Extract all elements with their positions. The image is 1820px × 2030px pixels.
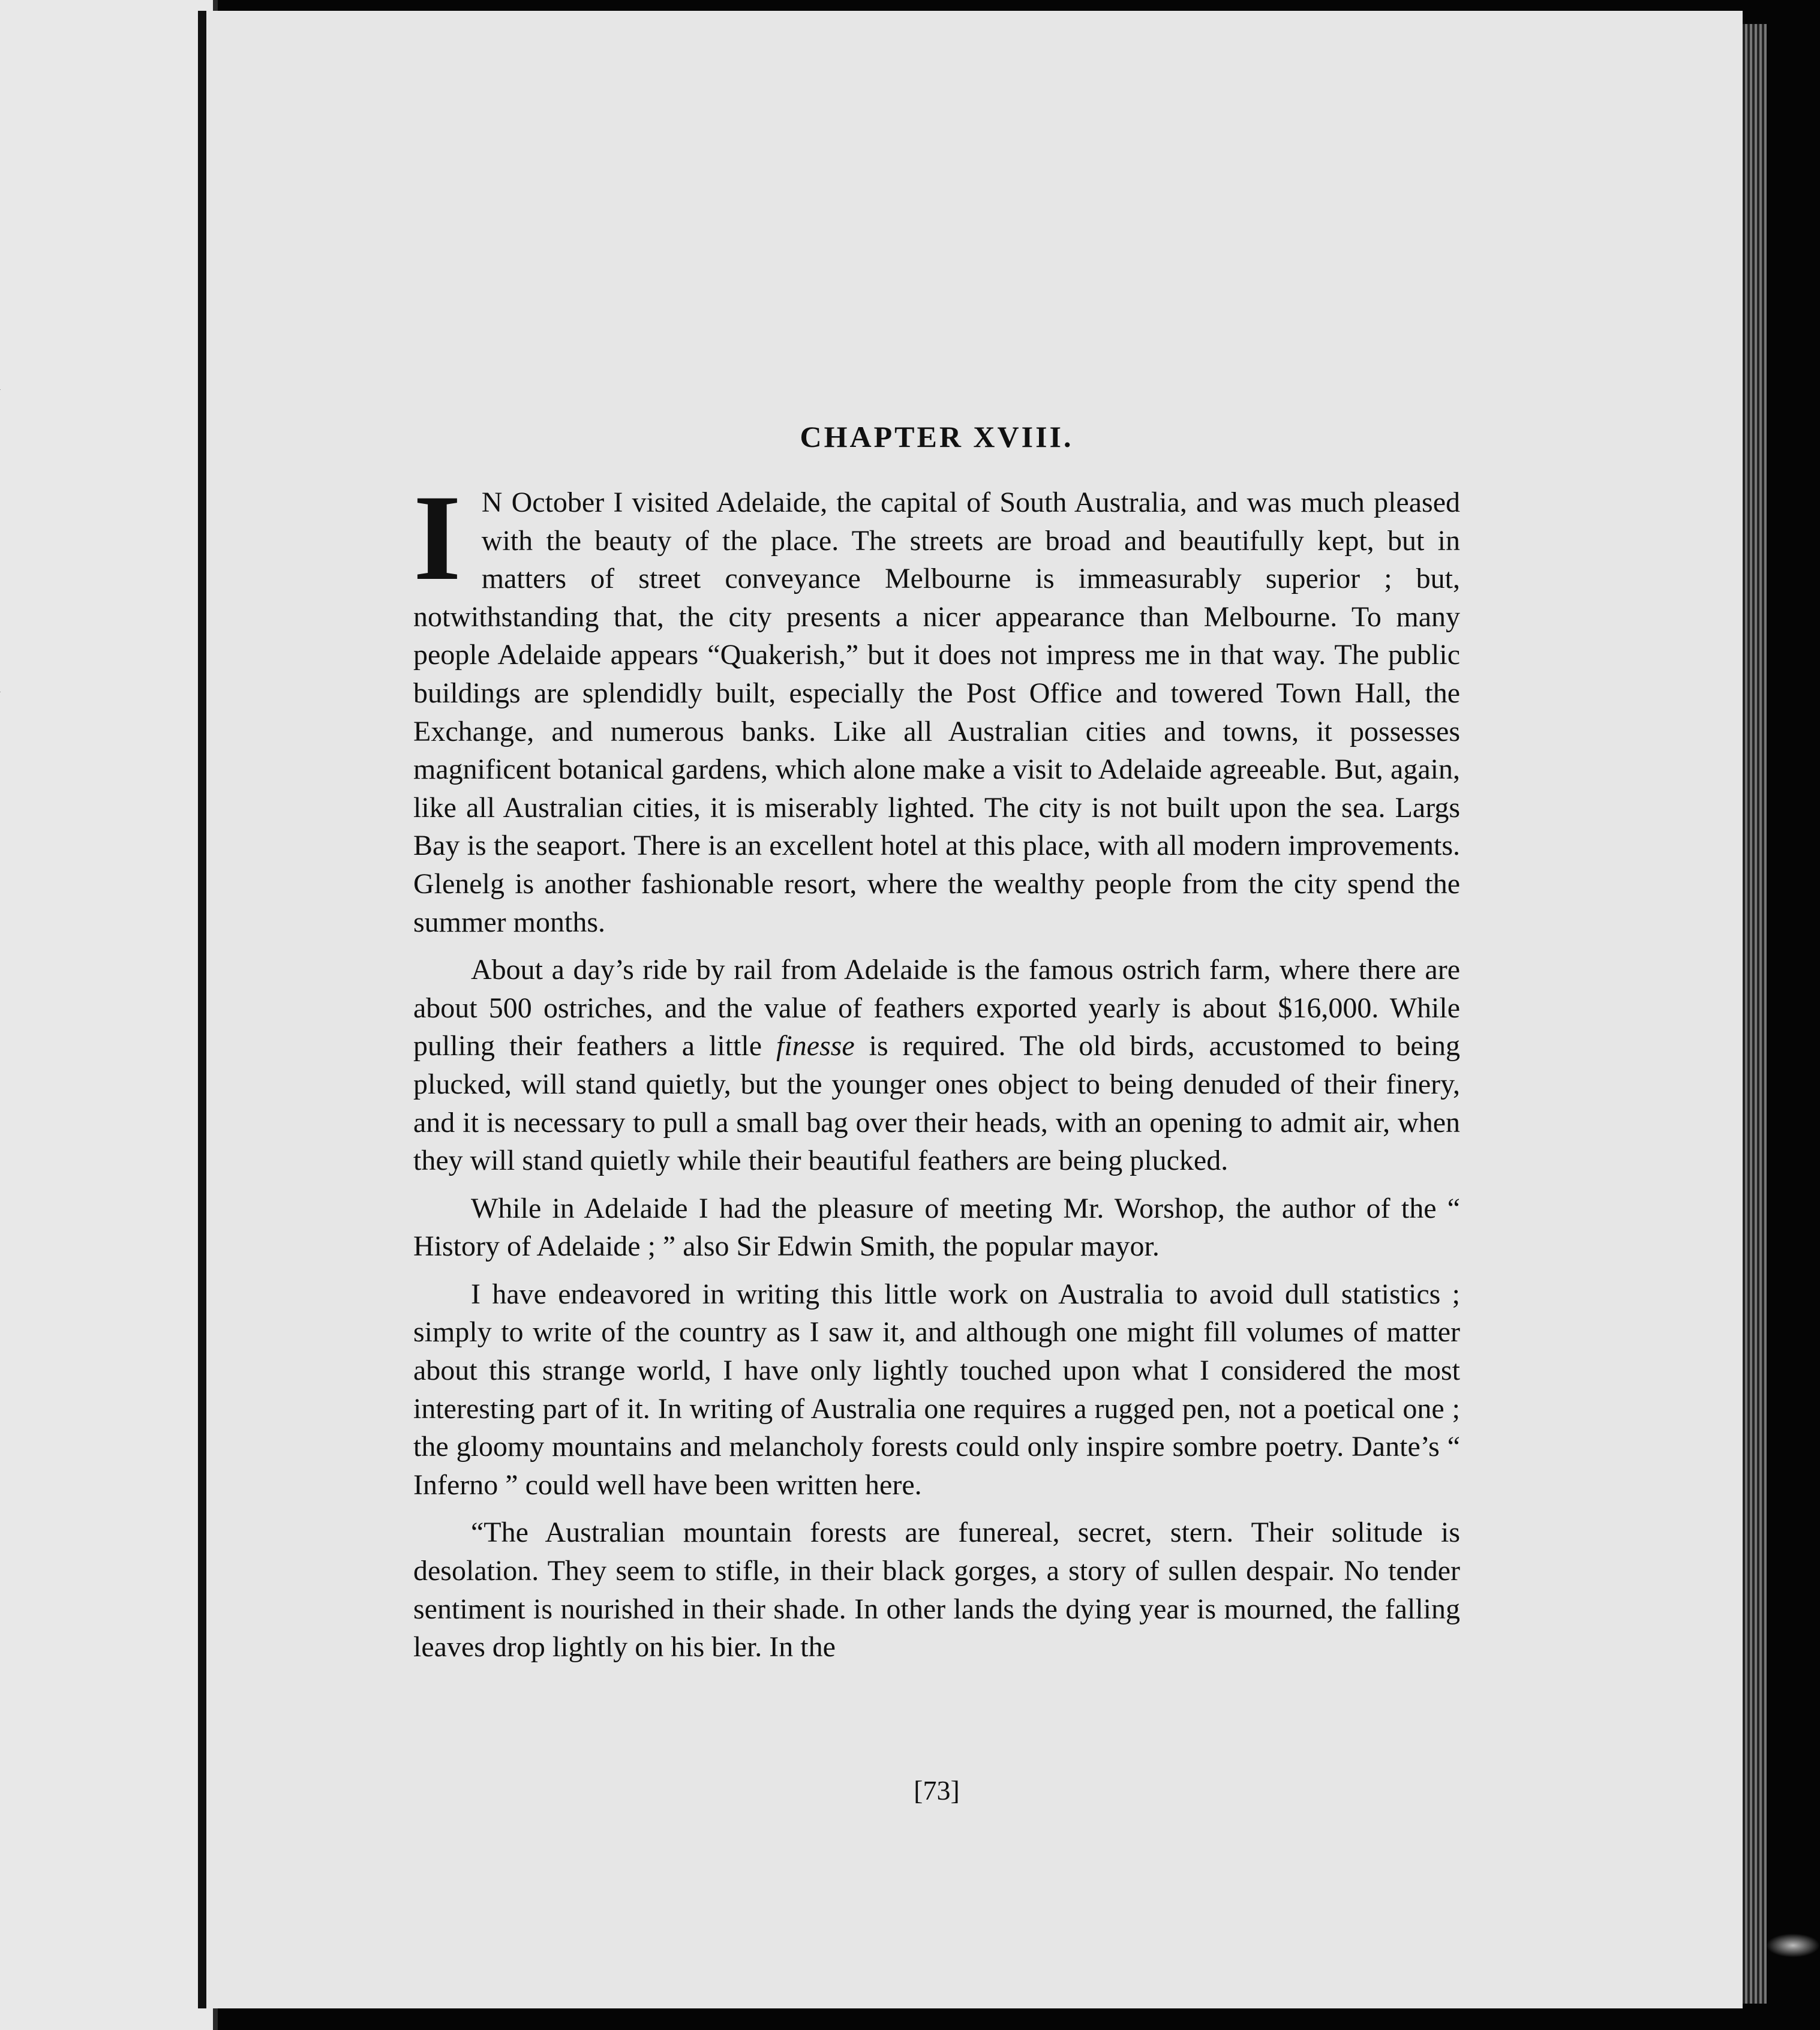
fragment [0, 626, 20, 664]
fragment [0, 740, 20, 777]
fragment [0, 777, 20, 815]
fragment [0, 664, 20, 702]
italic-word: finesse [776, 1030, 855, 1062]
fragment [0, 513, 20, 551]
fragment [0, 853, 20, 891]
fragment [0, 551, 20, 588]
paragraph-2 [413, 951, 1460, 1180]
paragraph-4: I have endeavored in writing this little work on Australia to avoid dull statistics ; simply to write of the country as I saw it, and although one might fill volumes of matter about this strange world, I have only lightly touched upon what I considered the most interesting part of it. In writing of Australia one requires a rugged pen, not a poetical one ; the gloomy mountains and melancholy forests could only inspire sombre poetry. Dante’s “ Inferno ” could well have been written here. [413, 1278, 1460, 1501]
fragment [0, 362, 20, 400]
book-page [198, 11, 1743, 2008]
paragraph-text: N October I visited Adelaide, the capital of South Australia, and was much pleased with the beauty of the place. The streets are broad and beautifully kept, but in matters of street conveyance Melbourne is immeasurably superior ; but, notwithstanding that, the city presents a nicer appearance than Melbourne. To many people Adelaide appears “Quakerish,” but it does not impress me in that way. The public buildings are splendidly built, especially the Post Office and towered Town Hall, the Exchange, and numerous banks. Like all Australian cities and towns, it possesses magnificent botanical gardens, which alone make a visit to Adelaide agreeable. But, again, like all Australian cities, it is miserably lighted. The city is not built upon the sea. Largs Bay is the seaport. There is an excellent hotel at this place, with all modern improvements. Glenelg is another fashionable resort, where the wealthy people from the city spend the summer months. [413, 487, 1460, 938]
facing-page [0, 0, 218, 2030]
fragment [0, 324, 20, 362]
fragment [0, 437, 20, 475]
paragraph-1 [413, 470, 1460, 941]
chapter-title: CHAPTER XVIII. [800, 420, 1074, 454]
paper-smudge [1766, 1933, 1820, 1957]
page-text-block [413, 419, 1460, 1806]
fragment [0, 400, 20, 437]
fragment [0, 815, 20, 853]
page-number: [73] [914, 1775, 960, 1806]
paragraph-3: While in Adelaide I had the pleasure of meeting Mr. Worshop, the author of the “ History of Adelaide ; ” also Sir Edwin Smith, the popular mayor. [413, 1192, 1460, 1263]
fragment [0, 891, 20, 929]
paragraph-text: About a day’s ride by rail from Adelaide is the famous ostrich farm, where there are about 500 ostriches, and the value of feathers exported yearly is about $16,000. While pulling their feathers a little [413, 954, 1460, 1062]
paragraph-5: “The Australian mountain forests are funereal, secret, stern. Their solitude is desolation. They seem to stifle, in their black gorges, a story of sullen despair. No tender sentiment is nourished in their shade. In other lands the dying year is mourned, the falling leaves drop lightly on his bier. In the [413, 1517, 1460, 1663]
drop-cap: I [413, 470, 461, 606]
page-edges [1743, 24, 1767, 2004]
fragment [0, 929, 20, 966]
paragraph-text: is required. The old birds, accustomed to being plucked, will stand quietly, but the younger ones object to being denuded of their finery, and it is necessary to pull a small bag over their heads, with an opening to admit air, when they will stand quietly while their beautiful feathers are being plucked. [413, 1030, 1460, 1177]
facing-page-fragments [0, 324, 20, 966]
fragment [0, 475, 20, 513]
fragment [0, 702, 20, 740]
fragment [0, 588, 20, 626]
